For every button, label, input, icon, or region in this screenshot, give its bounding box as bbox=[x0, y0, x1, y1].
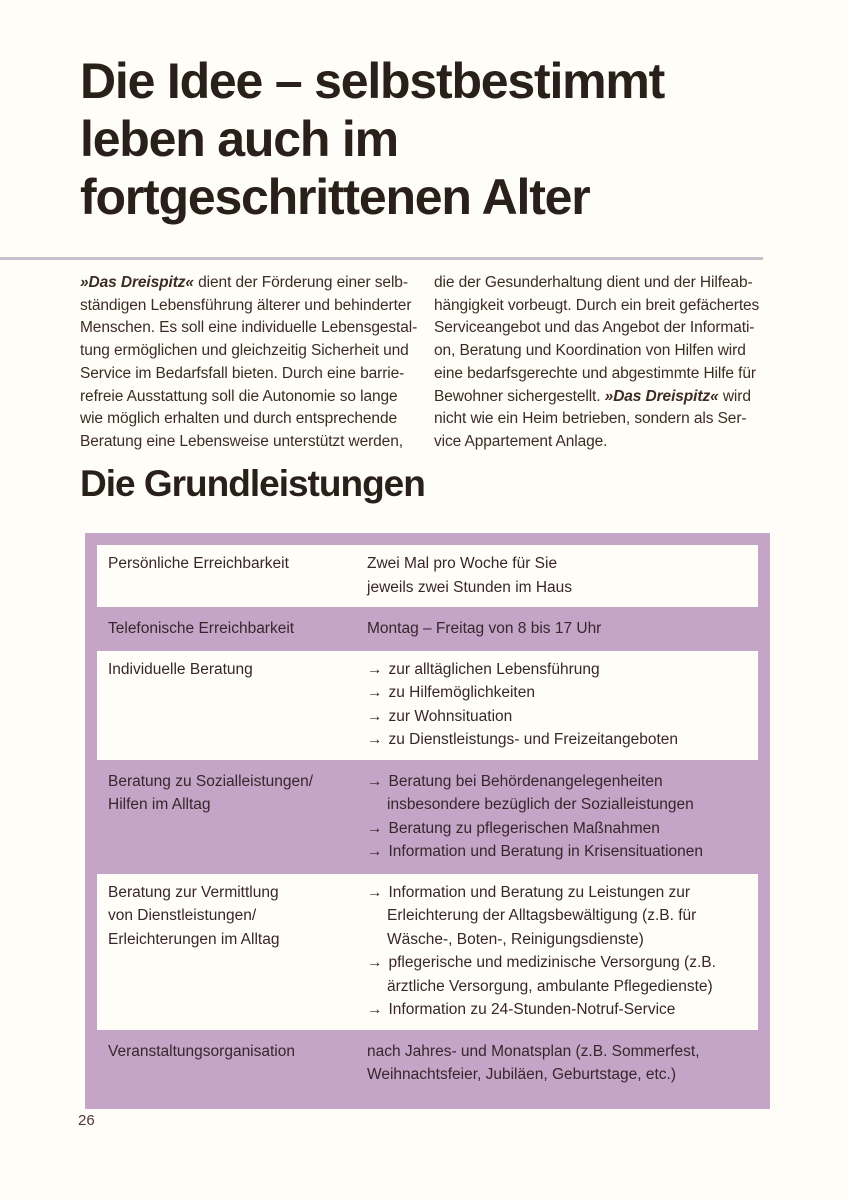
arrow-icon: → bbox=[367, 731, 383, 748]
content-line: jeweils zwei Stunden im Haus bbox=[367, 578, 573, 596]
text-line: Service im Bedarfsfall bieten. Durch eine barrie- bbox=[80, 364, 405, 382]
content-line: insbesondere bezüglich der Sozialleistungen bbox=[387, 796, 694, 813]
arrow-item-line: → Information zu 24-Stunden-Notruf-Service bbox=[367, 1001, 676, 1018]
table-row bbox=[97, 760, 758, 874]
text-line: Serviceangebot und das Angebot der Informati- bbox=[434, 319, 755, 337]
arrow-item-line: → Information und Beratung in Krisensituationen bbox=[367, 843, 704, 860]
label-line: Beratung zur Vermittlung bbox=[108, 883, 279, 901]
text-segment: wird bbox=[718, 387, 751, 405]
text-line: Menschen. Es soll eine individuelle Lebensgestal- bbox=[80, 319, 418, 337]
text-line: Beratung eine Lebensweise unterstützt werden, bbox=[80, 432, 403, 450]
text-segment: Bewohner sichergestellt. bbox=[434, 387, 605, 405]
table-row bbox=[97, 874, 758, 1030]
arrow-item-line: → Beratung zu pflegerischen Maßnahmen bbox=[367, 819, 660, 837]
services-table bbox=[85, 533, 770, 1109]
row-label bbox=[108, 617, 367, 641]
table-row bbox=[97, 651, 758, 760]
page-title bbox=[80, 52, 664, 226]
table-row bbox=[97, 545, 758, 607]
row-content bbox=[367, 617, 750, 641]
divider-line bbox=[0, 257, 763, 260]
text-line: hängigkeit vorbeugt. Durch ein breit gefächertes bbox=[434, 296, 760, 314]
row-label bbox=[108, 1040, 367, 1064]
row-label bbox=[108, 552, 367, 576]
row-content bbox=[367, 658, 750, 752]
text-line: vice Appartement Anlage. bbox=[434, 432, 608, 450]
arrow-item-line: → zur alltäglichen Lebensführung bbox=[367, 660, 600, 678]
label-line: Veranstaltungsorganisation bbox=[108, 1042, 295, 1060]
arrow-item-line: → zu Hilfemöglichkeiten bbox=[367, 684, 535, 701]
emphasized-text: »Das Dreispitz« bbox=[80, 274, 194, 291]
text-segment: dient der Förderung einer selb- bbox=[193, 274, 408, 291]
label-line: Hilfen im Alltag bbox=[108, 796, 211, 813]
text-line: refreie Ausstattung soll die Autonomie so lange bbox=[80, 387, 398, 405]
row-label bbox=[108, 658, 367, 682]
text-line: eine bedarfsgerechte und abgestimmte Hilfe für bbox=[434, 364, 756, 382]
arrow-icon: → bbox=[367, 843, 383, 860]
arrow-icon: → bbox=[367, 707, 383, 725]
label-line: von Dienstleistungen/ bbox=[108, 907, 257, 924]
row-content bbox=[367, 770, 750, 864]
content-line: Erleichterung der Alltagsbewältigung (z.B. für bbox=[387, 907, 697, 924]
text-line: Die Idee – selbstbestimmt bbox=[80, 53, 665, 109]
text-line: tung ermöglichen und gleichzeitig Sicherheit und bbox=[80, 342, 409, 360]
text-line: leben auch im bbox=[80, 111, 398, 167]
arrow-item-line: → Information und Beratung zu Leistungen zur bbox=[367, 883, 691, 901]
content-line: Zwei Mal pro Woche für Sie bbox=[367, 555, 558, 572]
row-content bbox=[367, 552, 750, 599]
arrow-icon: → bbox=[367, 883, 383, 901]
text-line: wie möglich erhalten und durch entsprechende bbox=[80, 410, 397, 428]
arrow-icon: → bbox=[367, 1001, 383, 1018]
arrow-icon: → bbox=[367, 954, 383, 971]
row-content bbox=[367, 1040, 750, 1087]
text-line: fortgeschrittenen Alter bbox=[80, 169, 590, 225]
arrow-icon: → bbox=[367, 660, 383, 678]
content-line: ärztliche Versorgung, ambulante Pflegedienste) bbox=[387, 977, 713, 995]
arrow-item-line: → zu Dienstleistungs- und Freizeitangeboten bbox=[367, 731, 679, 748]
content-line: Wäsche-, Boten-, Reinigungsdienste) bbox=[387, 930, 644, 948]
text-line bbox=[80, 272, 422, 295]
page-number: 26 bbox=[78, 1112, 95, 1129]
text-line bbox=[434, 386, 780, 409]
text-line: die der Gesunderhaltung dient und der Hilfeab- bbox=[434, 274, 753, 291]
text-line: ständigen Lebensführung älterer und behinderter bbox=[80, 296, 412, 314]
label-line: Telefonische Erreichbarkeit bbox=[108, 620, 295, 637]
row-label bbox=[108, 881, 367, 952]
emphasized-text: »Das Dreispitz« bbox=[604, 387, 719, 405]
arrow-item-line: → Beratung bei Behördenangelegenheiten bbox=[367, 772, 663, 790]
text-line: on, Beratung und Koordination von Hilfen wird bbox=[434, 342, 746, 360]
text-line: nicht wie ein Heim betrieben, sondern als Ser- bbox=[434, 410, 747, 428]
intro-left-column bbox=[80, 272, 422, 454]
arrow-item-line: → zur Wohnsituation bbox=[367, 707, 513, 725]
arrow-icon: → bbox=[367, 684, 383, 701]
label-line: Beratung zu Sozialleistungen/ bbox=[108, 772, 314, 790]
content-line: Montag – Freitag von 8 bis 17 Uhr bbox=[367, 620, 602, 637]
arrow-icon: → bbox=[367, 819, 383, 837]
section-heading: Die Grundleistungen bbox=[80, 463, 425, 504]
label-line: Individuelle Beratung bbox=[108, 660, 253, 678]
row-content bbox=[367, 881, 750, 1022]
row-label bbox=[108, 770, 367, 817]
arrow-item-line: → pflegerische und medizinische Versorgung (z.B. bbox=[367, 954, 716, 971]
arrow-icon: → bbox=[367, 772, 383, 790]
table-row bbox=[97, 607, 758, 651]
content-line: nach Jahres- und Monatsplan (z.B. Sommerfest, bbox=[367, 1042, 700, 1060]
label-line: Erleichterungen im Alltag bbox=[108, 930, 280, 948]
table-row bbox=[97, 1030, 758, 1097]
intro-right-column bbox=[434, 272, 780, 454]
content-line: Weihnachtsfeier, Jubiläen, Geburtstage, etc.) bbox=[367, 1066, 677, 1083]
label-line: Persönliche Erreichbarkeit bbox=[108, 555, 289, 572]
